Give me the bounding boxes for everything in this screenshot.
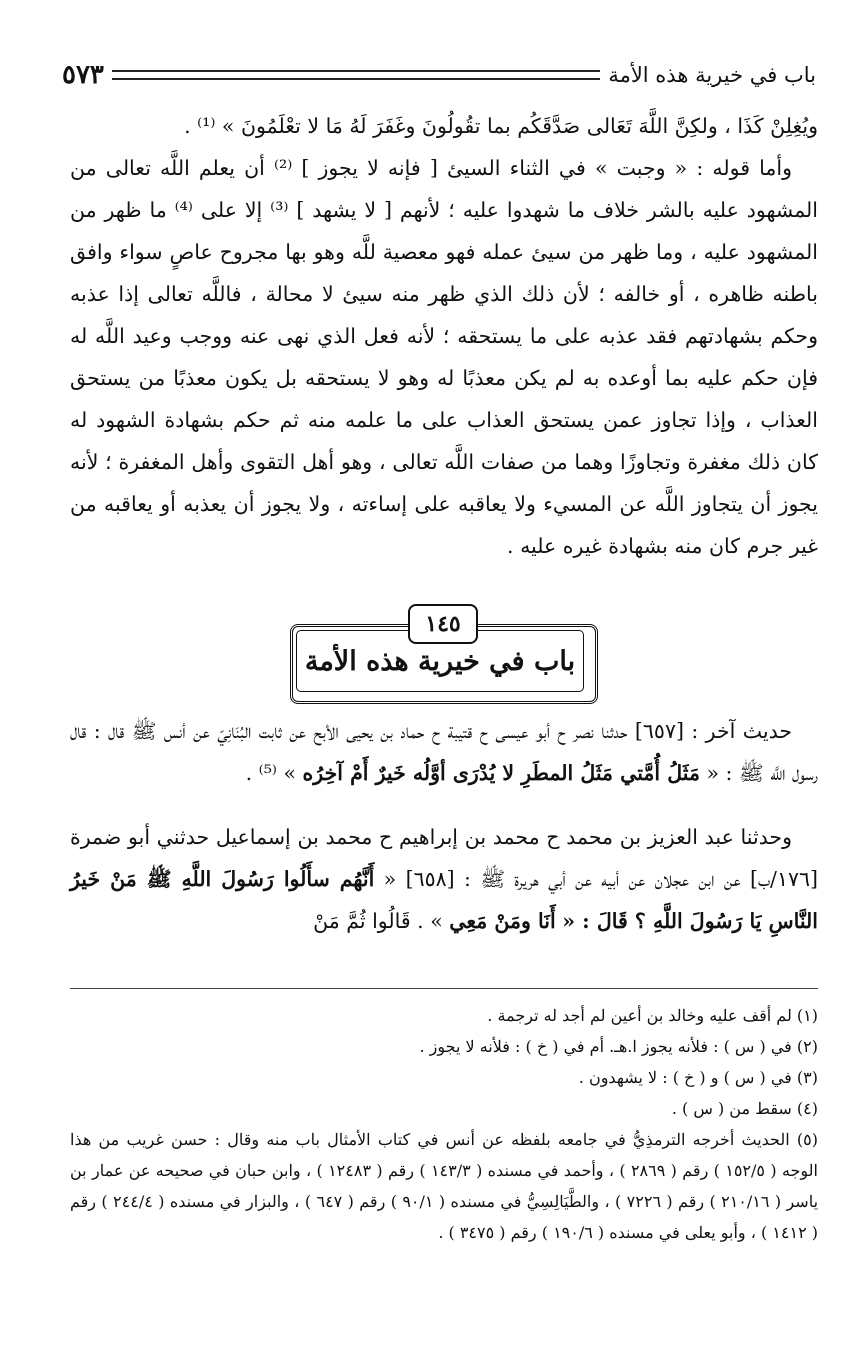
running-title: باب في خيرية هذه الأمة (608, 63, 816, 87)
paragraph: ويُغِلِنْ كَذَا ، ولكِنَّ اللَّهَ تَعَالى صَدَّقَكُم بما تقُولُونَ وغَفَرَ لَهُ مَا لا تعْلَمُونَ » ⁽¹⁾ . (184, 114, 818, 138)
hadith-paragraph (70, 710, 818, 794)
chapter-text (70, 710, 818, 942)
chapter-number: ١٤٥ (408, 604, 478, 644)
hadith-paragraph (70, 816, 818, 942)
main-text (70, 105, 818, 567)
chapter-heading (290, 602, 596, 702)
footnotes (70, 1000, 818, 1248)
paragraph: وأما قوله : « وجبت » في الثناء السيئ [ فإنه لا يجوز ] ⁽²⁾ أن يعلم اللَّه تعالى من المشهود عليه بالشر خلاف ما شهدوا عليه ؛ لأنهم [ لا يشهد ] ⁽³⁾ إلا على ⁽⁴⁾ ما ظهر من المشهود عليه ، وما ظهر من سيئ عمله فهو معصية للَّه وهو بها مجروح عاصٍ سواء وافق باطنه ظاهره ، أو خالفه ؛ لأن ذلك الذي ظهر منه سيئ لا محالة ، فاللَّه تعالى إذا عذبه وحكم بشهادتهم فقد عذبه على ما يستحقه ؛ لأنه فعل الذي نهى عنه ووجب وعيد اللَّه له فإن حكم عليه بما أوعده به لم يكن معذبًا له وهو لا يستحقه بل يكون معذبًا من يستحق العذاب ، وإذا تجاوز عمن يستحق العذاب على ما علمه منه ثم حكم بشهادة الشهود له كان ذلك مغفرة وتجاوزًا وهما من صفات اللَّه تعالى ، وهو أهل التقوى وأهل المغفرة ؛ لأنه يجوز أن يتجاوز اللَّه عن المسيء ولا يعاقبه على إساءته ، ولا يجوز أن يعذبه أو يعاقبه من غير جرم كان منه بشهادة غيره عليه . (70, 156, 818, 558)
hadith-isnad: وحدثنا عبد العزيز بن محمد ح محمد بن إبراهيم ح محمد بن إسماعيل حدثني أبو ضمرة [١٧٦/ب] عن ابن عجلان عن أبيه عن أبي هريرة ﷺ : [٦٥٨] « (70, 825, 818, 891)
hadith-matn: أَنَّهُم سأَلُوا رَسُولَ اللَّهِ ﷺ مَنْ خَيرُ النَّاسِ يَا رَسُولَ اللَّهِ ؟ قَالَ : « (70, 867, 818, 933)
chapter-title: باب في خيرية هذه الأمة (296, 630, 584, 692)
hadith-matn: أَنَا ومَنْ مَعِي (449, 909, 556, 933)
footnote-rule (70, 988, 818, 989)
hadith-matn: مَثَلُ أُمَّتي مَثَلُ المطَرِ لا يُدْرَى أوَّلُه خَيرٌ أَمْ آخِرُه (302, 761, 700, 785)
hadith-ref: » . قَالُوا ثُمَّ مَنْ (313, 909, 443, 933)
footnote: (١) لم أقف عليه وخالد بن أعين لم أجد له ترجمة . (487, 1006, 818, 1025)
hadith-ref: » ⁽⁵⁾ . (245, 761, 296, 785)
header-rule (112, 70, 600, 80)
page-number: ٥٧٣ (62, 60, 104, 90)
footnote: (٥) الحديث أخرجه الترمذِيُّ في جامعه بلفظه عن أنس في كتاب الأمثال باب منه وقال : حسن غريب من هذا الوجه ( ١٥٢/٥ ) رقم ( ٢٨٦٩ ) ، وأحمد في مسنده ( ١٤٣/٣ ) رقم ( ١٢٤٨٣ ) ، وابن حبان في صحيحه عن عمار بن ياسر ( ٢١٠/١٦ ) رقم ( ٧٢٢٦ ) ، والطَّيَالِسِيُّ في مسنده ( ٩٠/١ ) رقم ( ٦٤٧ ) ، والبزار في مسنده ( ٢٤٤/٤ ) رقم ( ١٤١٢ ) ، وأبو يعلى في مسنده ( ١٩٠/٦ ) رقم ( ٣٤٧٥ ) . (70, 1130, 819, 1242)
footnote: (٢) في ( س ) : فلأنه يجوز ا.هـ. أم في ( خ ) : فلأنه لا يجوز . (419, 1037, 818, 1056)
hadith-isnad: حديث آخر : [٦٥٧] حدثنا نصر ح أبو عيسى ح قتيبة ح حماد بن يحيى الأبح عن ثابت البُنَانِيّ عن أنس ﷺ قال : قال رسول اللَّه ﷺ : « (70, 719, 818, 785)
footnote: (٤) سقط من ( س ) . (671, 1099, 818, 1118)
page-header (62, 55, 816, 95)
footnote: (٣) في ( س ) و ( خ ) : لا يشهدون . (578, 1068, 818, 1087)
